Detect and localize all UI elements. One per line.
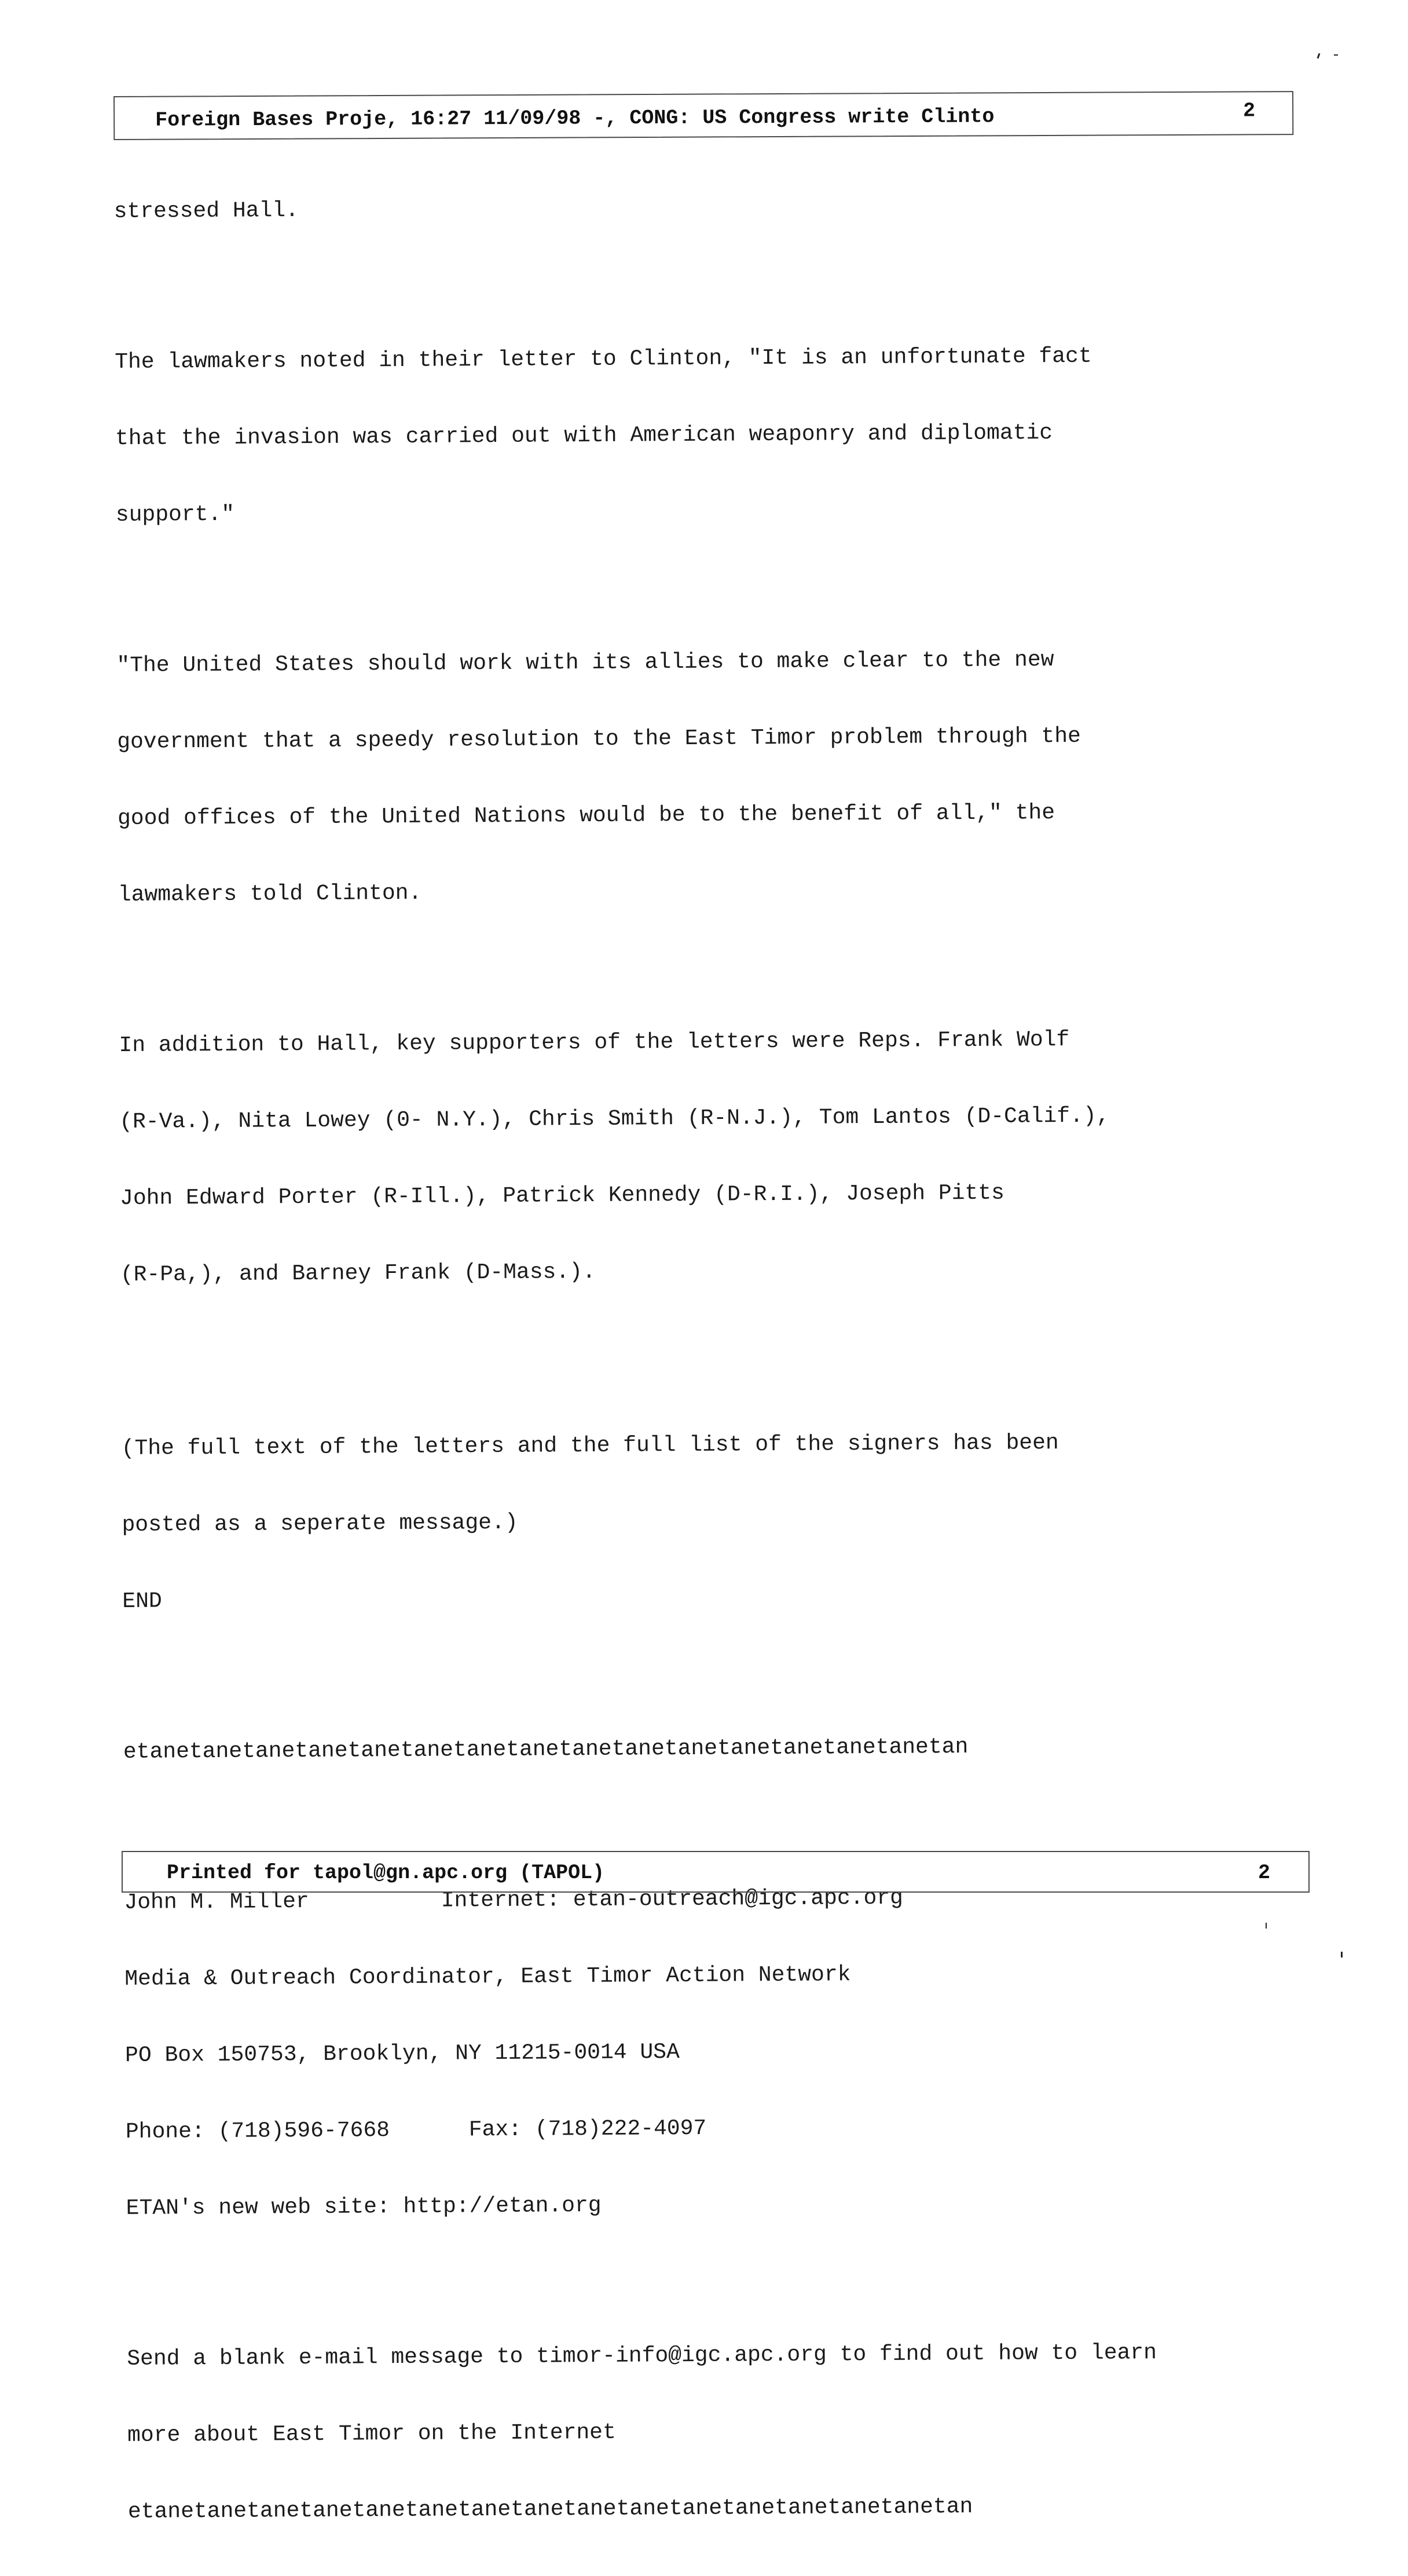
signature-separator (123, 1681, 1316, 1816)
contact-fax: Fax: (718)222-4097 (468, 2116, 707, 2143)
contact-role: Media & Outreach Coordinator, East Timor Action Network (124, 1962, 851, 1992)
paragraph-timor-info (127, 2288, 1321, 2576)
scan-speck (1334, 54, 1338, 56)
paragraph-quote (116, 595, 1311, 959)
paragraph-lawmakers-letter (115, 291, 1309, 579)
text-line: (R-Pa,), and Barney Frank (D-Mass.). (120, 1259, 596, 1287)
print-footer (122, 1851, 1310, 1893)
contact-block (124, 1832, 1319, 2273)
text-line: support." (115, 502, 235, 528)
text-line: good offices of the United Nations would be to the benefit of all," the (117, 800, 1055, 831)
text-line: government that a speedy resolution to the East Timor problem through the (117, 723, 1081, 755)
scan-speck (1266, 1923, 1267, 1929)
text-line: The lawmakers noted in their letter to Clinton, "It is an unfortunate fact (115, 343, 1092, 375)
text-line: (R-Va.), Nita Lowey (0- N.Y.), Chris Smith (R-N.J.), Tom Lantos (D-Calif.), (119, 1103, 1110, 1135)
message-header (113, 91, 1293, 140)
contact-phone: Phone: (718)596-7668 (125, 2118, 390, 2145)
printed-for-label: Printed for tapol@gn.apc.org (TAPOL) (167, 1861, 605, 1885)
separator-line: etanetanetanetanetanetanetanetanetanetanetanetanetanetanetanetan (127, 2494, 973, 2524)
contact-name: John M. Miller (124, 1889, 309, 1915)
paragraph-supporters (119, 975, 1314, 1339)
paragraph-stressed-hall (113, 141, 1307, 276)
scan-speck (1317, 53, 1321, 58)
text-line: lawmakers told Clinton. (118, 880, 422, 908)
footer-page-number: 2 (1257, 1861, 1270, 1885)
header-page-number: 2 (1243, 99, 1256, 123)
scan-speck (1341, 1952, 1343, 1957)
text-line: Send a blank e-mail message to timor-info@igc.apc.org to find out how to learn (127, 2340, 1157, 2372)
text-line: more about East Timor on the Internet (127, 2420, 616, 2448)
message-body (113, 141, 1321, 2576)
text-line: (The full text of the letters and the full list of the signers has been (121, 1430, 1059, 1461)
paragraph-full-text-note (121, 1378, 1315, 1666)
end-marker: END (122, 1589, 162, 1614)
text-line: "The United States should work with its allies to make clear to the new (116, 647, 1054, 678)
text-line: that the invasion was carried out with American weaponry and diplomatic (115, 420, 1053, 451)
text-line: stressed Hall. (113, 198, 299, 224)
header-title: Foreign Bases Proje, 16:27 11/09/98 -, CONG: US Congress write Clinto (155, 105, 995, 132)
text-line: posted as a seperate message.) (122, 1510, 518, 1538)
contact-address: PO Box 150753, Brooklyn, NY 11215-0014 USA (124, 2040, 680, 2068)
separator-line: etanetanetanetanetanetanetanetanetanetanetanetanetanetanetanetan (123, 1735, 969, 1765)
contact-internet: Internet: etan-outreach@igc.apc.org (441, 1885, 904, 1913)
contact-phone-row (126, 2112, 1318, 2145)
text-line: John Edward Porter (R-Ill.), Patrick Kennedy (D-R.I.), Joseph Pitts (119, 1180, 1005, 1211)
contact-web: ETAN's new web site: http://etan.org (126, 2193, 602, 2221)
text-line: In addition to Hall, key supporters of the letters were Reps. Frank Wolf (119, 1027, 1070, 1058)
